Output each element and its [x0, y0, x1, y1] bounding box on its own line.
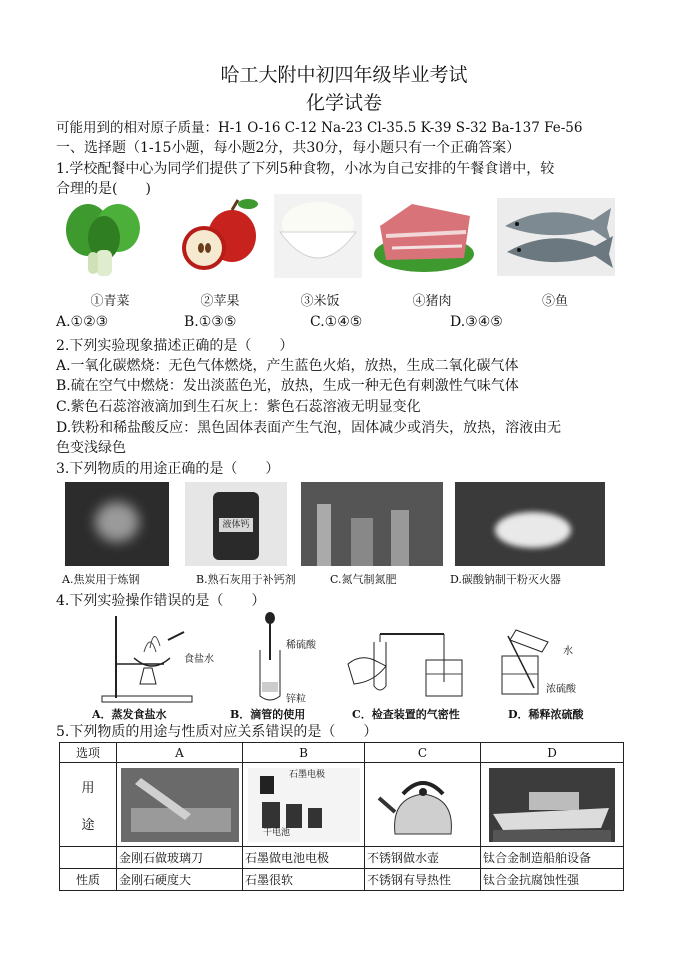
ship-image-cell: [481, 763, 624, 847]
label-dilute-acid: 稀硫酸: [286, 640, 316, 651]
label-electrode: 石墨电极: [289, 770, 326, 780]
extinguisher-photo: [455, 482, 605, 566]
ship-image: [489, 768, 615, 842]
q5-stem: 5.下列物质的用途与性质对应关系错误的是（ ）: [56, 724, 378, 740]
q3-caption-d: D.碳酸钠制干粉灭火器: [450, 573, 561, 586]
food-label: ①青菜: [90, 294, 130, 309]
kettle-image: [373, 768, 473, 842]
food-label: ②苹果: [200, 294, 240, 309]
food-label: ⑤鱼: [541, 294, 568, 309]
fish-image: [497, 198, 615, 276]
table-cell-use: 钛合金制造船舶设备: [481, 847, 624, 869]
glass-cutter-image: [121, 768, 239, 842]
q2-option-d-2: 色变浅绿色: [56, 440, 126, 456]
nitrogen-plant-photo: [301, 482, 443, 566]
label-zinc: 锌粒: [286, 694, 306, 705]
q1-option-b: B.①③⑤: [184, 314, 237, 330]
electrode-image-cell: [243, 763, 365, 847]
apple-image: [168, 196, 264, 276]
atomic-masses: 可能用到的相对原子质量：H-1 O-16 C-12 Na-23 Cl-35.5 K-39 S-32 Ba-137 Fe-56: [56, 120, 583, 136]
label-conc-acid: 浓硫酸: [546, 684, 576, 695]
table-header: A: [117, 743, 243, 763]
table-header: D: [481, 743, 624, 763]
q1-stem-2: 合理的是( ): [56, 181, 151, 197]
table-header: B: [243, 743, 365, 763]
table-header: C: [365, 743, 481, 763]
q1-stem-1: 1.学校配餐中心为同学们提供了下列5种食物，小冰为自己安排的午餐食谱中，较: [56, 161, 555, 177]
label-water: 水: [563, 646, 573, 657]
glass-cutter-image-cell: [117, 763, 243, 847]
page-title: 哈工大附中初四年级毕业考试: [220, 64, 468, 86]
q2-option-a: A.一氧化碳燃烧：无色气体燃烧，产生蓝色火焰，放热，生成二氧化碳气体: [56, 358, 519, 374]
use-label-2: 途: [81, 817, 95, 833]
food-label: ④猪肉: [412, 294, 452, 309]
kettle-image-cell: [365, 763, 481, 847]
q1-option-a: A.①②③: [56, 314, 109, 330]
table-cell-property: 钛合金抗腐蚀性强: [481, 869, 624, 891]
table-cell-property: 金刚石硬度大: [117, 869, 243, 891]
rice-image: [274, 194, 362, 278]
table-cell-use: 不锈钢做水壶: [365, 847, 481, 869]
pork-image: [372, 196, 476, 276]
q3-caption-c: C.氮气制氮肥: [330, 573, 397, 586]
use-label-1: 用: [81, 780, 95, 796]
q2-option-d-1: D.铁粉和稀盐酸反应：黑色固体表面产生气泡，固体减少或消失，放热，溶液由无: [56, 420, 562, 436]
q4-caption-b: B．滴管的使用: [230, 708, 306, 721]
q3-stem: 3.下列物质的用途正确的是（ ）: [56, 461, 280, 477]
q3-caption-b: B.熟石灰用于补钙剂: [196, 573, 296, 586]
property-label: 性质: [60, 869, 117, 891]
q4-caption-d: D．稀释浓硫酸: [508, 708, 584, 721]
q2-option-c: C.紫色石蕊溶液滴加到生石灰上：紫色石蕊溶液无明显变化: [56, 399, 421, 415]
coke-steel-photo: [65, 482, 169, 566]
slaked-lime-photo: [185, 482, 287, 566]
table-cell-use: 石墨做电池电极: [243, 847, 365, 869]
label-salt-water: 食盐水: [184, 654, 214, 665]
q2-option-b: B.硫在空气中燃烧：发出淡蓝色光，放热，生成一种无色有刺激性气味气体: [56, 378, 519, 394]
table-cell-property: 不锈钢有导热性: [365, 869, 481, 891]
q4-caption-c: C．检查装置的气密性: [352, 708, 460, 721]
table-header: 选项: [60, 743, 117, 763]
q1-option-c: C.①④⑤: [310, 314, 363, 330]
table-cell-use: 金刚石做玻璃刀: [117, 847, 243, 869]
q1-option-d: D.③④⑤: [450, 314, 503, 330]
section-title: 一、选择题（1-15小题，每小题2分，共30分，每小题只有一个正确答案）: [56, 140, 521, 156]
q3-caption-a: A.焦炭用于炼钢: [62, 573, 140, 586]
q4-stem: 4.下列实验操作错误的是（ ）: [56, 593, 266, 609]
q4-caption-a: A．蒸发食盐水: [92, 708, 167, 721]
label-battery: 干电池: [263, 828, 291, 838]
food-label: ③米饭: [300, 294, 340, 309]
vegetable-image: [58, 200, 150, 278]
airtight-check-diagram: [344, 626, 468, 706]
use-label-cell: [60, 763, 117, 847]
q2-stem: 2.下列实验现象描述正确的是（ ）: [56, 338, 294, 354]
q5-table: [59, 742, 624, 891]
bottle-label: 液体钙: [219, 518, 253, 532]
page-subtitle: 化学试卷: [305, 92, 382, 114]
dropper-diagram: [252, 612, 292, 702]
table-cell-property: 石墨很软: [243, 869, 365, 891]
